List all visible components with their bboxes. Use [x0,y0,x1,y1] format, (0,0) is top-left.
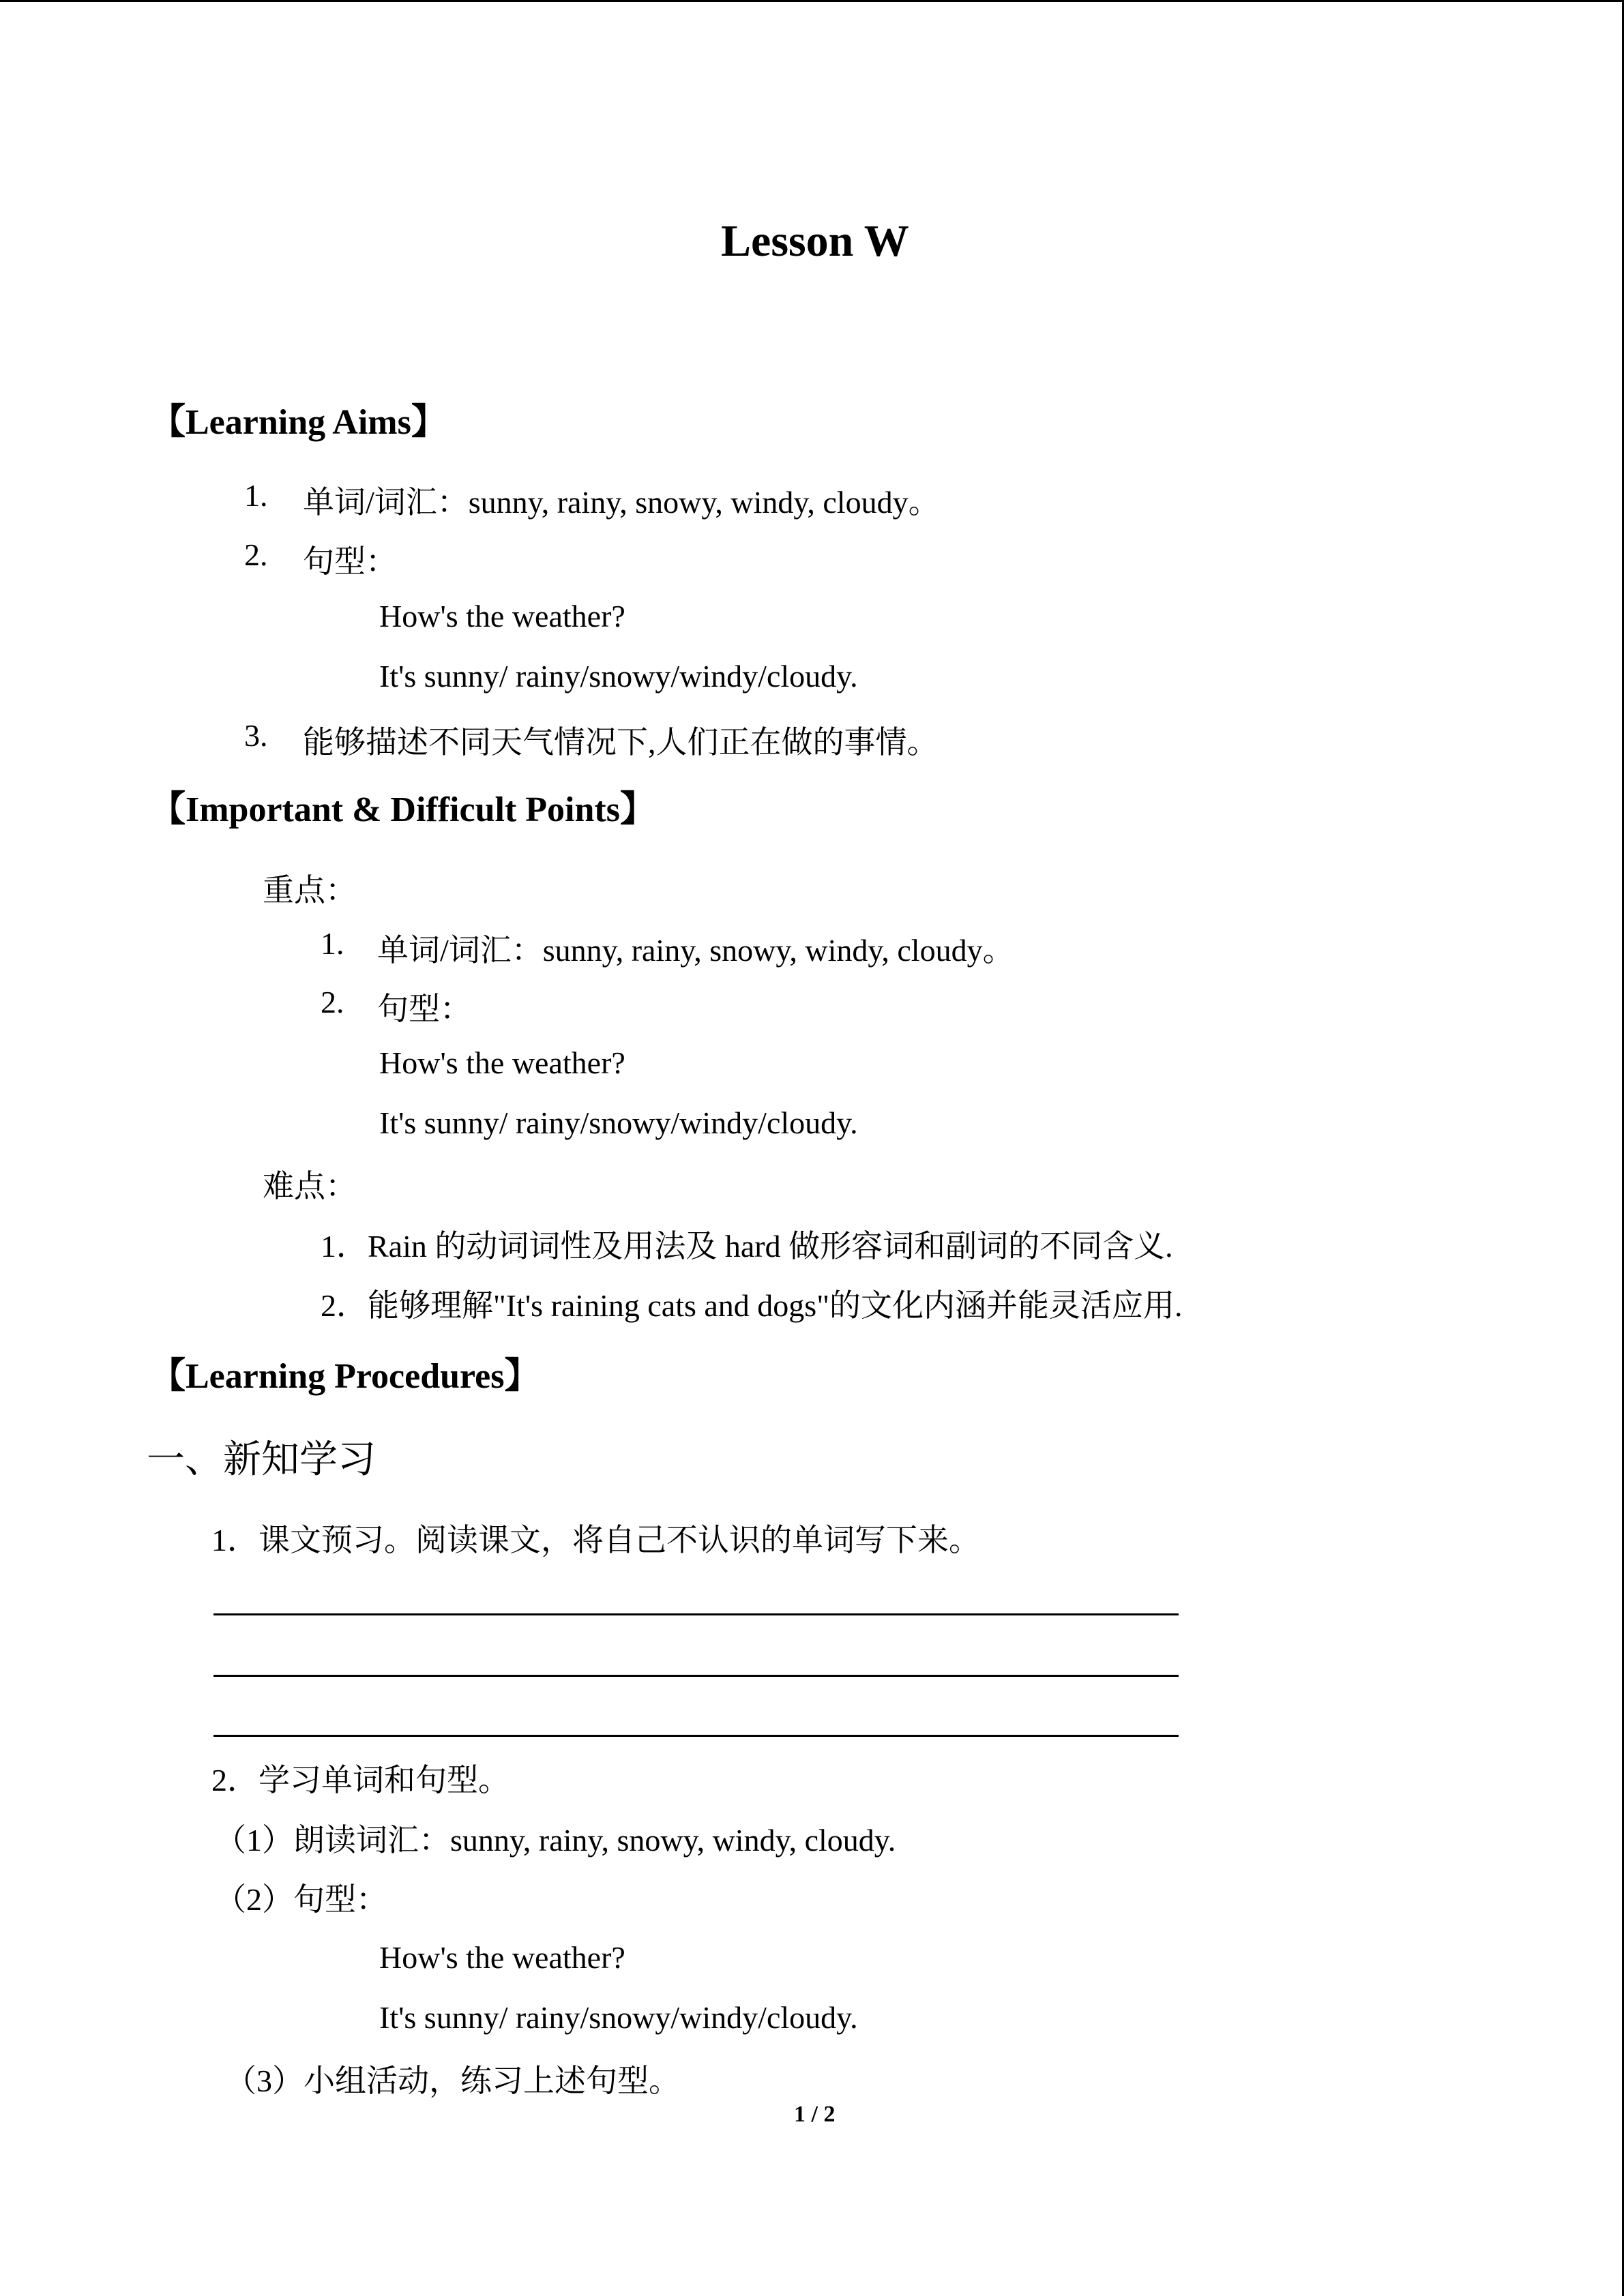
key-item-2-number: 2. [321,985,344,1019]
section-new-knowledge: 一、新知学习 [147,1439,376,1481]
answer-blank-line [213,1675,1179,1677]
learning-procedures-heading: 【Learning Procedures】 [150,1357,540,1396]
step-1-preview: 1．课文预习。阅读课文，将自己不认识的单词写下来。 [211,1523,980,1557]
key-points-label: 重点： [263,873,357,908]
sub-step-3-group: （3）小组活动，练习上述句型。 [225,2063,680,2098]
sub-step-1-read: （1）朗读词汇：sunny, rainy, snowy, windy, cloudy. [215,1823,896,1858]
key-item-1-number: 1. [321,926,344,961]
aims-item-1-number: 1. [244,478,268,513]
key-item-2-text: 句型： [377,992,471,1026]
procedure-pattern-question: How's the weather? [379,1940,625,1975]
step-2-study: 2．学习单词和句型。 [211,1763,510,1798]
page-top-border [0,0,1624,2]
difficult-item-1: 1．Rain 的动词词性及用法及 hard 做形容词和副词的不同含义. [321,1229,1173,1264]
page-title: Lesson W [721,216,909,266]
answer-blank-line [213,1735,1179,1737]
difficult-item-2: 2．能够理解"It's raining cats and dogs"的文化内涵并能灵活应用. [321,1288,1183,1323]
aims-item-2-text: 句型： [303,544,397,579]
sub-step-2-patterns: （2）句型： [215,1882,387,1917]
key-pattern-answer: It's sunny/ rainy/snowy/windy/cloudy. [379,1105,858,1140]
difficult-points-label: 难点： [263,1169,357,1204]
aims-pattern-answer: It's sunny/ rainy/snowy/windy/cloudy. [379,659,858,694]
aims-pattern-question: How's the weather? [379,599,625,633]
key-pattern-question: How's the weather? [379,1045,625,1080]
aims-item-1-text: 单词/词汇：sunny, rainy, snowy, windy, cloudy。 [303,485,940,520]
answer-blank-line [213,1613,1179,1615]
page-number: 1 / 2 [794,2102,836,2127]
learning-aims-heading: 【Learning Aims】 [150,403,447,442]
aims-item-3-text: 能够描述不同天气情况下,人们正在做的事情。 [303,725,939,760]
procedure-pattern-answer: It's sunny/ rainy/snowy/windy/cloudy. [379,2000,858,2035]
important-difficult-heading: 【Important & Difficult Points】 [150,790,655,829]
key-item-1-text: 单词/词汇：sunny, rainy, snowy, windy, cloudy。 [377,933,1014,968]
aims-item-3-number: 3. [244,718,268,753]
aims-item-2-number: 2. [244,537,268,572]
